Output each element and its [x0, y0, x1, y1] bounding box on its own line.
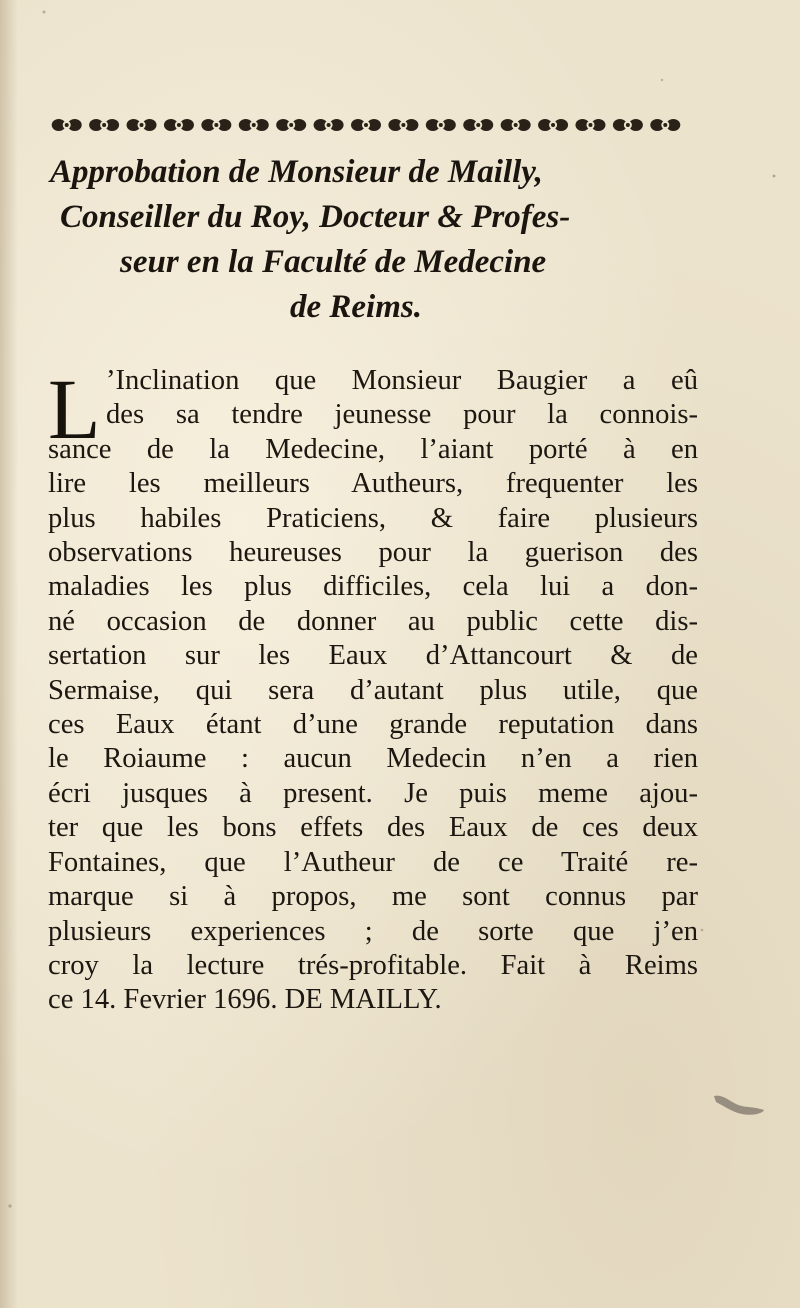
- text-line: lire les meilleurs Autheurs, frequenter les: [48, 468, 698, 500]
- text-line: ces Eaux étant d’une grande reputation dans: [48, 709, 698, 741]
- ornamental-headpiece: [48, 112, 684, 138]
- fleuron-ornament: [463, 119, 493, 131]
- text-line: Fontaines, que l’Autheur de ce Traité re-: [48, 846, 698, 878]
- drop-cap-letter: L: [48, 361, 101, 457]
- text-line: maladies les plus difficiles, cela lui a don-: [48, 571, 698, 603]
- fleuron-ornament: [276, 119, 306, 131]
- fleuron-ornament: [613, 119, 643, 131]
- ink-smudge: [712, 1092, 766, 1118]
- text-line: croy la lecture trés-profitable. Fait à Reims: [48, 949, 698, 981]
- page-gutter-shadow: [0, 0, 18, 1308]
- heading-line-3: seur en la Faculté de Medecine: [120, 244, 547, 280]
- text-line: sance de la Medecine, l’aiant porté à en: [48, 433, 698, 465]
- fleuron-ornament: [52, 119, 82, 131]
- fleuron-ornament: [501, 119, 531, 131]
- text-line: le Roiaume : aucun Medecin n’en a rien: [48, 743, 698, 775]
- fleuron-ornament: [351, 119, 381, 131]
- heading-line-1: Approbation de Monsieur de Mailly,: [50, 154, 543, 190]
- fleuron-ornament: [127, 119, 157, 131]
- text-line: sertation sur les Eaux d’Attancourt & de: [48, 640, 698, 672]
- fleuron-ornament: [575, 119, 605, 131]
- fleuron-ornament: [388, 119, 418, 131]
- text-line: observations heureuses pour la guerison des: [48, 537, 698, 569]
- text-line: plusieurs experiences ; de sorte que j’en: [48, 915, 698, 947]
- fleuron-ornament: [239, 119, 269, 131]
- fleuron-ornament: [426, 119, 456, 131]
- fleuron-ornament: [164, 119, 194, 131]
- text-line: Sermaise, qui sera d’autant plus utile, que: [48, 674, 698, 706]
- text-line-signature: ce 14. Fevrier 1696. DE MAILLY.: [48, 984, 442, 1016]
- text-line: des sa tendre jeunesse pour la connois-: [106, 399, 698, 431]
- text-line: marque si à propos, me sont connus par: [48, 881, 698, 913]
- heading-line-4: de Reims.: [290, 289, 422, 325]
- approbation-text: [48, 361, 698, 1018]
- heading-line-2: Conseiller du Roy, Docteur & Profes-: [60, 199, 571, 235]
- fleuron-ornament: [89, 119, 119, 131]
- fleuron-ornament: [650, 119, 680, 131]
- fleuron-ornament: [314, 119, 344, 131]
- text-line: ’Inclination que Monsieur Baugier a eû: [106, 365, 698, 396]
- text-line: né occasion de donner au public cette dis-: [48, 605, 698, 637]
- fleuron-ornament: [201, 119, 231, 131]
- approbation-heading: [50, 150, 690, 330]
- text-line: ter que les bons effets des Eaux de ces deux: [48, 812, 698, 844]
- fleuron-ornament: [538, 119, 568, 131]
- text-line: plus habiles Praticiens, & faire plusieurs: [48, 502, 698, 534]
- text-line: écri jusques à present. Je puis meme ajou-: [48, 777, 698, 809]
